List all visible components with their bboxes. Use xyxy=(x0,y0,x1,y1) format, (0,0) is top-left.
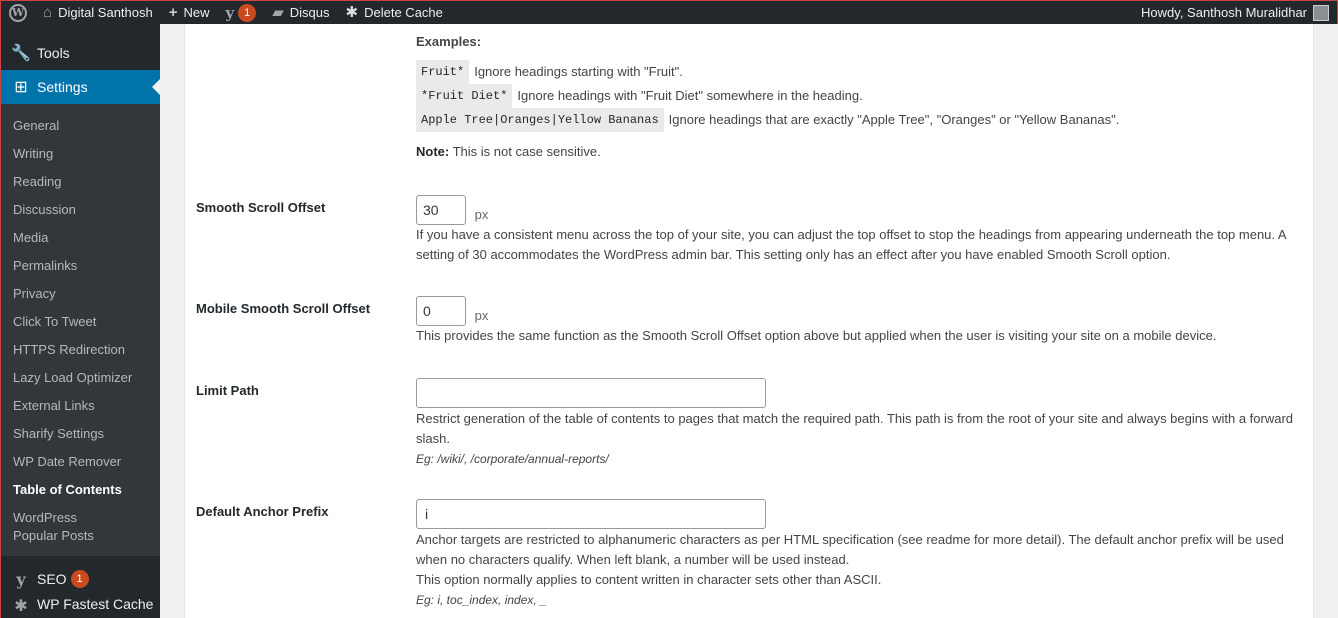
user-account-menu[interactable] xyxy=(1133,1,1337,25)
plus-icon: + xyxy=(168,4,178,21)
sidebar-item-https-redirection[interactable]: HTTPS Redirection xyxy=(13,342,125,357)
yoast-icon: y xyxy=(225,3,235,22)
example-line xyxy=(416,108,1311,132)
delete-cache-button[interactable] xyxy=(338,1,451,25)
settings-submenu xyxy=(1,104,160,556)
wrench-icon: 🔧 xyxy=(11,45,31,62)
mobile-smooth-scroll-offset-field xyxy=(416,296,1311,346)
default-anchor-prefix-note: This option normally applies to content written in character sets other than ASCII. xyxy=(416,572,882,587)
settings-sliders-icon: ⊞ xyxy=(14,79,28,96)
examples-heading: Examples: xyxy=(416,34,482,49)
smooth-scroll-offset-description: If you have a consistent menu across the top of your site, you can adjust the top offset to stop the headings from appearing underneath the top menu. A setting of 30 accommodates the WordPress admin bar. This setting only has an effect after you have enabled Smooth Scroll option. xyxy=(416,227,1286,262)
disqus-label: Disqus xyxy=(289,5,330,20)
new-content-button[interactable] xyxy=(161,1,218,25)
menu-seo-label: SEO xyxy=(37,571,67,587)
menu-wp-fastest-cache[interactable] xyxy=(1,596,160,616)
default-anchor-prefix-field xyxy=(416,499,1311,610)
sidebar-item-privacy[interactable]: Privacy xyxy=(13,286,56,301)
site-name: Digital Santhosh xyxy=(58,5,153,20)
smooth-scroll-offset-label: Smooth Scroll Offset xyxy=(196,200,326,215)
sidebar-item-wordpress-popular-posts[interactable]: WordPress Popular Posts xyxy=(13,510,94,543)
sidebar-item-lazy-load-optimizer[interactable]: Lazy Load Optimizer xyxy=(13,370,133,385)
example-code: Apple Tree|Oranges|Yellow Bananas xyxy=(416,108,664,132)
example-text: Ignore headings that are exactly "Apple Tree", "Oranges" or "Yellow Bananas". xyxy=(668,112,1120,127)
limit-path-description: Restrict generation of the table of contents to pages that match the required path. This path is from the root of your site and always begins with a forward slash. xyxy=(416,411,1294,446)
site-name-link[interactable] xyxy=(35,1,161,25)
admin-sidebar xyxy=(0,24,160,618)
default-anchor-prefix-input[interactable] xyxy=(416,499,766,529)
menu-seo[interactable] xyxy=(1,562,160,596)
smooth-scroll-offset-unit: px xyxy=(474,207,489,222)
limit-path-input[interactable] xyxy=(416,378,766,408)
default-anchor-prefix-example: Eg: i, toc_index, index, _ xyxy=(416,593,547,607)
example-text: Ignore headings with "Fruit Diet" somewhere in the heading. xyxy=(517,88,863,103)
cheetah-icon: ✱ xyxy=(345,4,359,21)
note-label: Note: xyxy=(416,144,450,159)
menu-wp-fastest-cache-label: WP Fastest Cache xyxy=(37,596,154,612)
disqus-button[interactable] xyxy=(264,1,337,25)
examples-block xyxy=(416,32,1311,162)
mobile-smooth-scroll-offset-input[interactable] xyxy=(416,296,466,326)
cheetah-icon: ✱ xyxy=(14,598,28,615)
example-line xyxy=(416,84,1311,108)
example-line xyxy=(416,60,1311,84)
yoast-seo-icon: y xyxy=(16,569,26,589)
avatar xyxy=(1313,5,1329,21)
smooth-scroll-offset-input[interactable] xyxy=(416,195,466,225)
sidebar-item-click-to-tweet[interactable]: Click To Tweet xyxy=(13,314,97,329)
settings-content xyxy=(184,24,1314,618)
yoast-button[interactable] xyxy=(218,1,265,25)
menu-tools-label: Tools xyxy=(37,45,70,61)
wordpress-icon: W xyxy=(9,4,27,22)
limit-path-example: Eg: /wiki/, /corporate/annual-reports/ xyxy=(416,452,609,466)
sidebar-item-sharify-settings[interactable]: Sharify Settings xyxy=(13,426,105,441)
sidebar-item-external-links[interactable]: External Links xyxy=(13,398,95,413)
sidebar-item-wp-date-remover[interactable]: WP Date Remover xyxy=(13,454,122,469)
admin-bar xyxy=(0,0,1338,24)
home-icon: ⌂ xyxy=(43,4,53,21)
menu-tools[interactable] xyxy=(1,36,160,70)
sidebar-item-discussion[interactable]: Discussion xyxy=(13,202,76,217)
default-anchor-prefix-description: Anchor targets are restricted to alphanumeric characters as per HTML specification (see readme for more detail). The default anchor prefix will be used when no characters qualify. When left blank, a number will be used instead. xyxy=(416,532,1284,567)
delete-cache-label: Delete Cache xyxy=(364,5,443,20)
howdy-text: Howdy, Santhosh Muralidhar xyxy=(1141,5,1307,20)
speech-bubble-icon: ▰ xyxy=(272,4,284,21)
menu-settings[interactable] xyxy=(1,70,160,104)
limit-path-field xyxy=(416,378,1311,469)
sidebar-item-reading[interactable]: Reading xyxy=(13,174,62,189)
smooth-scroll-offset-field xyxy=(416,195,1311,265)
sidebar-item-media[interactable]: Media xyxy=(13,230,49,245)
note-text: This is not case sensitive. xyxy=(452,144,601,159)
mobile-smooth-scroll-offset-label: Mobile Smooth Scroll Offset xyxy=(196,301,371,316)
yoast-notification-badge: 1 xyxy=(238,4,256,22)
menu-settings-label: Settings xyxy=(37,79,88,95)
example-code: Fruit* xyxy=(416,60,469,84)
sidebar-item-table-of-contents[interactable]: Table of Contents xyxy=(13,482,122,497)
mobile-smooth-scroll-offset-unit: px xyxy=(474,308,489,323)
sidebar-item-permalinks[interactable]: Permalinks xyxy=(13,258,78,273)
sidebar-item-writing[interactable]: Writing xyxy=(13,146,54,161)
example-code: *Fruit Diet* xyxy=(416,84,512,108)
mobile-smooth-scroll-offset-description: This provides the same function as the Smooth Scroll Offset option above but applied when the user is visiting your site on a mobile device. xyxy=(416,328,1217,343)
default-anchor-prefix-label: Default Anchor Prefix xyxy=(196,504,329,519)
limit-path-label: Limit Path xyxy=(196,383,259,398)
sidebar-item-general[interactable]: General xyxy=(13,118,60,133)
page-scrollbar[interactable] xyxy=(1314,24,1338,618)
wordpress-logo-button[interactable] xyxy=(1,1,35,25)
example-text: Ignore headings starting with "Fruit". xyxy=(474,64,683,79)
seo-notification-badge: 1 xyxy=(71,570,89,588)
new-label: New xyxy=(183,5,210,20)
case-note xyxy=(416,142,1311,162)
